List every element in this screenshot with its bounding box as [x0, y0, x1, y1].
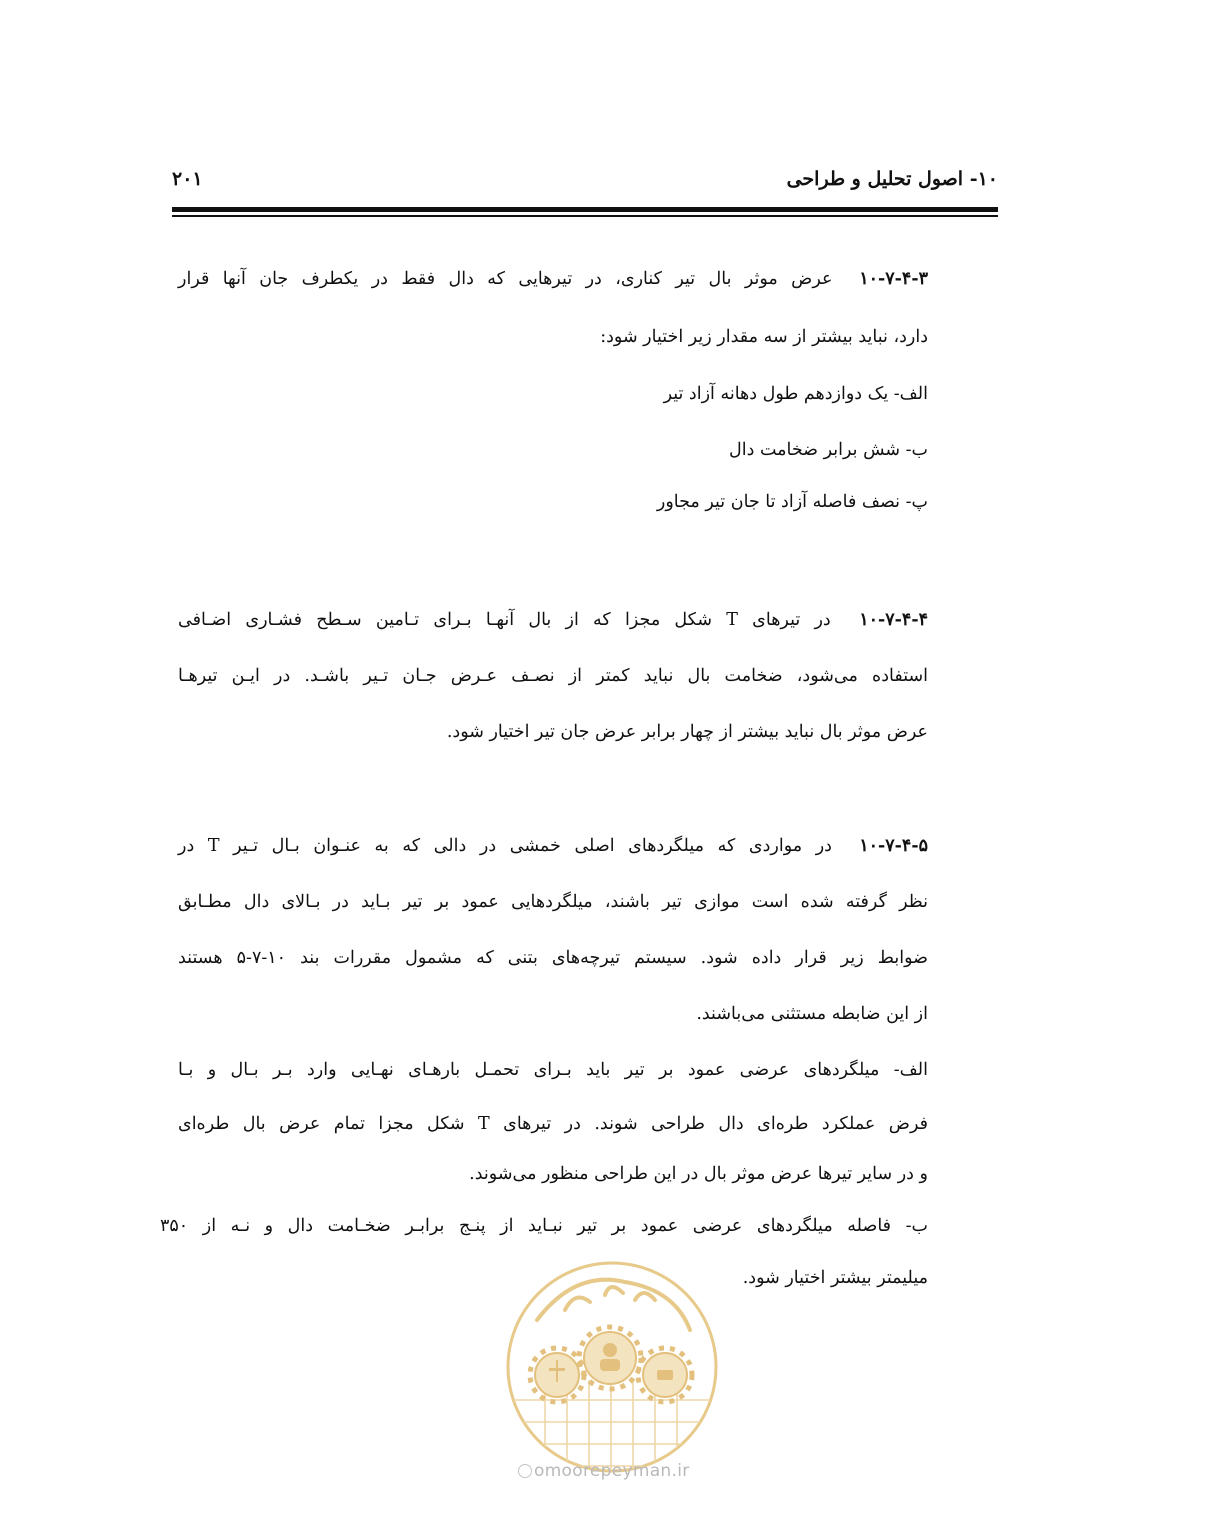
- paragraph-line: از این ضابطه مستثنی می‌باشند.: [696, 1004, 928, 1024]
- section-4-line-1: [178, 606, 928, 634]
- paragraph-text: در تیرهای T شکل مجزا که از بال آنهـا بـرای تـامین سـطح فشـاری اضـافی: [178, 610, 831, 630]
- paragraph-line: نظر گرفته شده است موازی تیر باشند، میلگردهایی عمود بر تیر بـاید در بـالای دال مطـابق: [178, 892, 928, 912]
- section-number: ۱۰-۷-۴-۳: [859, 269, 928, 289]
- list-item-a-continued: و در سایر تیرها عرض موثر بال در این طراحی منظور می‌شوند.: [469, 1164, 928, 1184]
- header-rule-thin: [172, 215, 998, 217]
- header-rule-thick: [172, 207, 998, 212]
- watermark-logo-icon: [505, 1260, 720, 1475]
- page-number: ۲۰۱: [172, 168, 203, 190]
- list-item-b: ب- فاصله میلگردهای عرضی عمود بر تیر نبـاید از پنـج برابـر ضخـامت دال و نـه از ۳۵۰: [160, 1216, 928, 1236]
- list-item-a: الف- میلگردهای عرضی عمود بر تیر باید بـرای تحمـل بارهـای نهـایی وارد بـر بـال و بـا: [178, 1060, 928, 1080]
- list-item-c: پ- نصف فاصله آزاد تا جان تیر مجاور: [656, 492, 928, 512]
- list-item-b: ب- شش برابر ضخامت دال: [729, 440, 928, 460]
- list-item-a: الف- یک دوازدهم طول دهانه آزاد تیر: [663, 384, 928, 404]
- page-header: [172, 168, 998, 196]
- paragraph-line: ضوابط زیر قرار داده شود. سیستم تیرچه‌های بتنی که مشمول مقررات بند ۱۰-۷-۵ هستند: [178, 948, 928, 968]
- section-5-line-1: [178, 832, 928, 860]
- chapter-title: ۱۰- اصول تحلیل و طراحی: [786, 168, 998, 190]
- section-number: ۱۰-۷-۴-۴: [859, 610, 928, 630]
- watermark-site: omoorepeyman.ir: [518, 1461, 718, 1481]
- paragraph-text: در مواردی که میلگردهای اصلی خمشی در دالی که به عنـوان بـال تـیر T در: [178, 836, 832, 856]
- paragraph-line: عرض موثر بال نباید بیشتر از چهار برابر عرض جان تیر اختیار شود.: [446, 722, 928, 742]
- section-number: ۱۰-۷-۴-۵: [859, 836, 928, 856]
- section-3-line-1: [178, 265, 928, 293]
- list-item-a-continued: فرض عملکرد طره‌ای دال طراحی شوند. در تیرهای T شکل مجزا تمام عرض بال طره‌ای: [178, 1114, 928, 1134]
- paragraph-line: استفاده می‌شود، ضخامت بال نباید کمتر از نصـف عـرض جـان تـیر باشـد. در ایـن تیرهـا: [178, 666, 928, 686]
- at-icon: [518, 1464, 532, 1478]
- list-item-b-continued: میلیمتر بیشتر اختیار شود.: [742, 1268, 928, 1288]
- paragraph-line: دارد، نباید بیشتر از سه مقدار زیر اختیار شود:: [600, 327, 928, 347]
- paragraph-text: عرض موثر بال تیر کناری، در تیرهایی که دال فقط در یکطرف جان آنها قرار: [178, 269, 833, 289]
